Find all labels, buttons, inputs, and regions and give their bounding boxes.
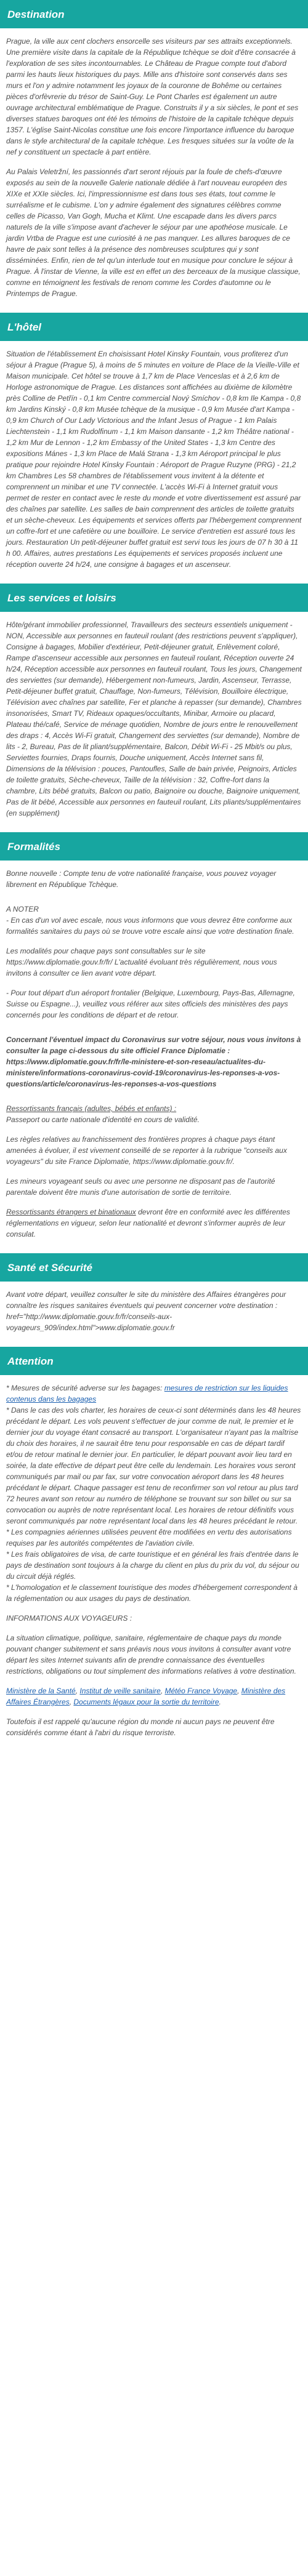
attention-links-paragraph bbox=[6, 1685, 302, 1707]
formalites-paragraph-7: Les règles relatives au franchissement des frontières propres à chaque pays étant amenées à évoluer, il est vivement conseillé de se reporter à la rubrique "conseils aux voyageurs" du site France Diplomatie, https://www.diplomatie.gouv.fr/. bbox=[6, 1135, 287, 1166]
section-formalites bbox=[0, 832, 308, 1253]
formalites-paragraph-8: Les mineurs voyageant seuls ou avec une personne ne disposant pas de l'autorité parentale doivent être munis d'une autorisation de sortie de territoire. bbox=[6, 1177, 275, 1197]
sante-paragraph: Avant votre départ, veuillez consulter le site du ministère des Affaires étrangères pour connaître les risques sanitaires éventuels qui peuvent concerner votre destination : href="http://www.diplomatie.gouv.fr/fr/conseils-aux-voyageurs_909/index.html">www.diplomatie.gouv.fr bbox=[6, 1290, 286, 1332]
luggage-restrictions-link[interactable]: mesures de restriction sur les liquides contenus dans les bagages bbox=[6, 1384, 288, 1403]
section-hotel bbox=[0, 313, 308, 584]
services-paragraph: Hôte/gérant immobilier professionnel, Travailleurs des secteurs essentiels uniquement - NON, Accessible aux personnes en fauteuil roulant (des restrictions peuvent s'appliquer), Consigne à bagages, Mobilier d'extérieur, Petit-déjeuner gratuit, Enlèvement coloré, Rampe d'ascenseur accessible aux personnes en fauteuil roulant, Réception ouverte 24 h/24, Réception accessible aux personnes en fauteuil roulant, Tous les jours, Changement des serviettes (sur demande), Hébergement non-fumeurs, Jardin, Ascenseur, Terrasse, Petit-déjeuner buffet gratuit, Chauffage, Non-fumeurs, Télévision, Bouilloire électrique, Télévision avec chaînes par satellite, Fer et planche à repasser (sur demande), Chambres insonorisées, Smart TV, Rideaux opaques/occultants, Minibar, Armoire ou placard, Plateau thé/café, Service de ménage quotidien, Nombre de jours entre le renouvellement des draps : 4, Accès Wi-Fi gratuit, Changement des serviettes (sur demande), Nombre de lits - 2, Bureau, Pas de lit pliant/supplémentaire, Balcon, Débit Wi-Fi - 25 Mbit/s ou plus, Serviettes fournies, Draps fournis, Douche uniquement, Accès Internet sans fil, Dimensions de la télévision : pouces, Pantoufles, Salle de bain privée, Peignoirs, Articles de toilette gratuits, Sèche-cheveux, Taille de la télévision : 32, Coffre-fort dans la chambre, Lits bébé gratuits, Balcon ou patio, Baignoire ou douche, Baignoire uniquement, Pas de lit bébé, Accessible aux personnes en fauteuil roulant, Lits pliants/supplémentaires (en supplément) bbox=[6, 620, 302, 817]
attention-fees-paragraph: * Les frais obligatoires de visa, de carte touristique et en général les frais d'entrée dans le pays de destination sont toujours à la charge du client en plus du prix du vol, du séjour ou du circuit déjà réglés. bbox=[6, 1550, 299, 1581]
attention-charter-paragraph: * Dans le cas des vols charter, les horaires de ceux-ci sont déterminés dans les 48 heures précédant le départ. Les vols peuvent s'effectuer de jour comme de nuit, le premier et le dernier jour du voyage étant consacré au transport. L'organisateur n'ayant pas la maîtrise du choix des horaires, il ne saurait être tenu pour responsable en cas de départ tardif et/ou de retour matinal le dernier jour. En particulier, le départ pouvant avoir lieu tard en soirée, la date effective de départ peut être celle du lendemain. Les horaires vous seront communiqués par mail ou par fax, sur votre convocation aéroport dans les 48 heures précédant le départ. Chaque passager est tenu de reconfirmer son vol retour au plus tard 72 heures avant son retour au numéro de téléphone se trouvant sur son billet ou sur sa convocation ou auprès de notre représentant local. Les horaires de retour définitifs vous seront communiqués par notre représentant local dans les 48 heures précédant le retour. bbox=[6, 1406, 301, 1525]
formalites-paragraph-3: Les modalités pour chaque pays sont consultables sur le site https://www.diplomatie.gouv.fr/fr/ L'actualité évoluant très régulièrement, nous vous invitons à consulter ce lien avant votre départ. bbox=[6, 947, 277, 977]
formalites-paragraph-4: - Pour tout départ d'un aéroport frontalier (Belgique, Luxembourg, Pays-Bas, Allemagne, Suisse ou Espagne...), veuillez vous référer aux sites officiels des ministères des pays concernés pour les conditions de départ et de retour. bbox=[6, 989, 295, 1019]
sante-heading: Santé et Sécurité bbox=[0, 1253, 308, 1282]
attention-body bbox=[0, 1375, 308, 1752]
destination-paragraph-1: Prague, la ville aux cent clochers ensorcelle ses visiteurs par ses attraits exceptionnels. Une première visite dans la capitale de la République tchèque se doit d'être consacrée à l'exploration de ses sites incontournables. Le Château de Prague compte tout d'abord parmi les hauts lieux historiques du pays. Mille ans d'histoire sont conservés dans ses murs et l'on y admire notamment les joyaux de la couronne de Bohême ou certaines pièces d'orfèvrerie du trésor de Saint-Guy. Le Pont Charles est également un autre ouvrage architectural emblématique de Prague. Construits il y a six siècles, le pont et ses diverses statues baroques ont été les témoins de l'histoire de la capitale tchèque depuis 1357. L'église Saint-Nicolas constitue une fois encore l'importance influence du baroque dans le style architectural de la capitale tchèque. Les fresques situées sur la voûte de la nef y constituent un spectacle à part entière. bbox=[6, 37, 299, 156]
formalites-foreigners-title: Ressortissants étrangers et binationaux bbox=[6, 1208, 136, 1216]
section-sante bbox=[0, 1253, 308, 1347]
formalites-covid-paragraph: Concernant l'éventuel impact du Coronavirus sur votre séjour, nous vous invitons à consulter la page ci-dessous du site officiel France Diplomatie : https://www.diplomatie.gouv.fr/fr/le-ministere-et-son-reseau/actualites-du-ministere/informations-coronavirus-covid-19/coronavirus-les-reponses-a-vos-questions/article/coronavirus-les-reponses-a-vos-questions bbox=[6, 1035, 301, 1088]
hotel-body bbox=[0, 341, 308, 584]
section-attention bbox=[0, 1347, 308, 1752]
sante-body bbox=[0, 1282, 308, 1347]
link-ministere-affaires-etrangeres[interactable]: Ministère des Affaires Étrangères bbox=[6, 1687, 286, 1706]
attention-links-separator-1: , bbox=[75, 1687, 80, 1695]
attention-links-separator-4: , bbox=[69, 1698, 74, 1706]
link-documents-legaux[interactable]: Documents légaux pour la sortie du territoire bbox=[73, 1698, 219, 1706]
attention-luggage-paragraph bbox=[6, 1382, 302, 1405]
attention-homologation-paragraph: * L'homologation et le classement touristique des modes d'hébergement correspondent à la réglementation ou aux usages du pays de destination. bbox=[6, 1583, 298, 1603]
formalites-foreigners-paragraph bbox=[6, 1206, 302, 1240]
link-institut-veille-sanitaire[interactable]: Institut de veille sanitaire bbox=[79, 1687, 161, 1695]
services-body bbox=[0, 612, 308, 832]
formalites-note-title: A NOTER bbox=[6, 905, 39, 913]
hotel-paragraph: Situation de l'établissement En choisissant Hotel Kinsky Fountain, vous profiterez d'un séjour à Prague (Prague 5), à moins de 5 minutes en voiture de Place de la Vieille-Ville et Maison municipale. Cet hôtel se trouve à 1,7 km de Place Venceslas et à 2,6 km de Horloge astronomique de Prague. Les distances sont affichées au dixième de kilomètre près Colline de Petřín - 0,1 km Centre commercial Nový Smíchov - 0,8 km Ile Kampa - 0,8 km Jardins Kinský - 0,8 km Musée tchèque de la musique - 0,9 km Musée d'art Kampa - 0,9 km Church of Our Lady Victorious and the Infant Jesus of Prague - 1 km Palais Liechtenstein - 1,1 km Rudolfinum - 1,1 km Maison dansante - 1,2 km Théâtre national - 1,2 km Mur de Lennon - 1,2 km Embassy of the United States - 1,3 km Centre des expositions Mánes - 1,3 km Place de Malá Strana - 1,3 km Aéroport principal le plus pratique pour rejoindre Hotel Kinsky Fountain : Aéroport de Prague Ruzyne (PRG) - 21,2 km Chambres Les 58 chambres de l'établissement vous invitent à la détente et comprennent un minibar et une TV connectée. L'accès Wi-Fi à Internet gratuit vous permet de rester en contact avec le reste du monde et votre divertissement est assuré par des chaînes par satellite. Les salles de bain comprennent des articles de toilette gratuits et un sèche-cheveux. Les équipements et services offerts par l'hébergement comprennent un coffre-fort et une cafetière ou une bouilloire. Le service d'entretien est assuré tous les jours. Restauration Un petit-déjeuner buffet gratuit est servi tous les jours de 07 h 30 à 11 h 00. Affaires, autres prestations Les équipements et services proposés incluent une réception ouverte 24 h/24, une consigne à bagages et un ascenseur. bbox=[6, 350, 302, 569]
destination-paragraph-2: Au Palais Veletržní, les passionnés d'art seront réjouis par la foule de chefs-d'œuvre exposés au sein de la nouvelle Galerie nationale dédiée à l'art nouveau européen des XIXe et XXIe siècles. Ici, l'impressionnisme est dans tous ses états, tout comme le surréalisme et le cubisme. L'on y admire également des signatures célèbres comme celles de Picasso, Van Gogh, Mucha et Klimt. Une escapade dans les divers parcs naturels de la ville s'impose avant d'achever le séjour par une apothéose musicale. Le jardin Vrtba de Prague est une curiosité à ne pas manquer. Les allures baroques de ce havre de paix sont telles à la présence des nombreuses sculptures qui y sont disséminées. Enfin, rien de tel qu'un interlude tout en musique pour conclure le séjour à Prague. À l'instar de Vienne, la ville est en effet un des berceaux de la musique classique, comme en témoignent les festivals de renom comme les Cordes d'automne ou le Printemps de Prague. bbox=[6, 167, 301, 298]
attention-info-title: INFORMATIONS AUX VOYAGEURS : bbox=[6, 1614, 132, 1623]
formalites-body bbox=[0, 861, 308, 1253]
destination-heading: Destination bbox=[0, 0, 308, 28]
formalites-nationals-title: Ressortissants français (adultes, bébés et enfants) : bbox=[6, 1104, 177, 1113]
section-destination bbox=[0, 0, 308, 313]
services-heading: Les services et loisirs bbox=[0, 584, 308, 612]
attention-links-end: . bbox=[219, 1698, 221, 1706]
attention-luggage-text: * Mesures de sécurité adverse sur les bagages: bbox=[6, 1384, 164, 1392]
link-meteo-france-voyage[interactable]: Météo France Voyage bbox=[164, 1687, 238, 1695]
formalites-paragraph-1: Bonne nouvelle : Compte tenu de votre nationalité française, vous pouvez voyager librement en République Tchèque. bbox=[6, 869, 277, 889]
attention-heading: Attention bbox=[0, 1347, 308, 1375]
formalites-nationals-text: Passeport ou carte nationale d'identité en cours de validité. bbox=[6, 1115, 200, 1124]
attention-info-paragraph: La situation climatique, politique, sanitaire, réglementaire de chaque pays du monde pouvant changer subitement et sans préavis nous vous invitons à consulter avant votre départ les sites Internet suivants afin de prendre connaissance des éventuelles restrictions, obligations ou tout simplement des informations relatives à votre destination. bbox=[6, 1634, 296, 1675]
section-services bbox=[0, 584, 308, 832]
formalites-paragraph-2: - En cas d'un vol avec escale, nous vous informons que vous devrez être conforme aux formalités sanitaires du pays où se trouve votre escale ainsi que votre destination finale. bbox=[6, 916, 294, 936]
formalites-foreigners-text: devront être en conformité avec les différentes réglementations en vigueur, selon leur nationalité et devront s'informer auprès de leur consulat. bbox=[6, 1208, 290, 1238]
hotel-heading: L'hôtel bbox=[0, 313, 308, 341]
attention-links-separator-2: , bbox=[160, 1687, 165, 1695]
destination-body bbox=[0, 28, 308, 313]
link-ministere-sante[interactable]: Ministère de la Santé bbox=[6, 1687, 76, 1695]
attention-airlines-paragraph: * Les compagnies aériennes utilisées peuvent être modifiées en vertu des autorisations requises par les autorités compétentes de l'aviation civile. bbox=[6, 1528, 292, 1547]
attention-terrorism-paragraph: Toutefois il est rappelé qu'aucune région du monde ni aucun pays ne peuvent être considérés comme étant à l'abri du risque terroriste. bbox=[6, 1717, 275, 1737]
formalites-heading: Formalités bbox=[0, 832, 308, 861]
attention-links-separator-3: , bbox=[237, 1687, 241, 1695]
